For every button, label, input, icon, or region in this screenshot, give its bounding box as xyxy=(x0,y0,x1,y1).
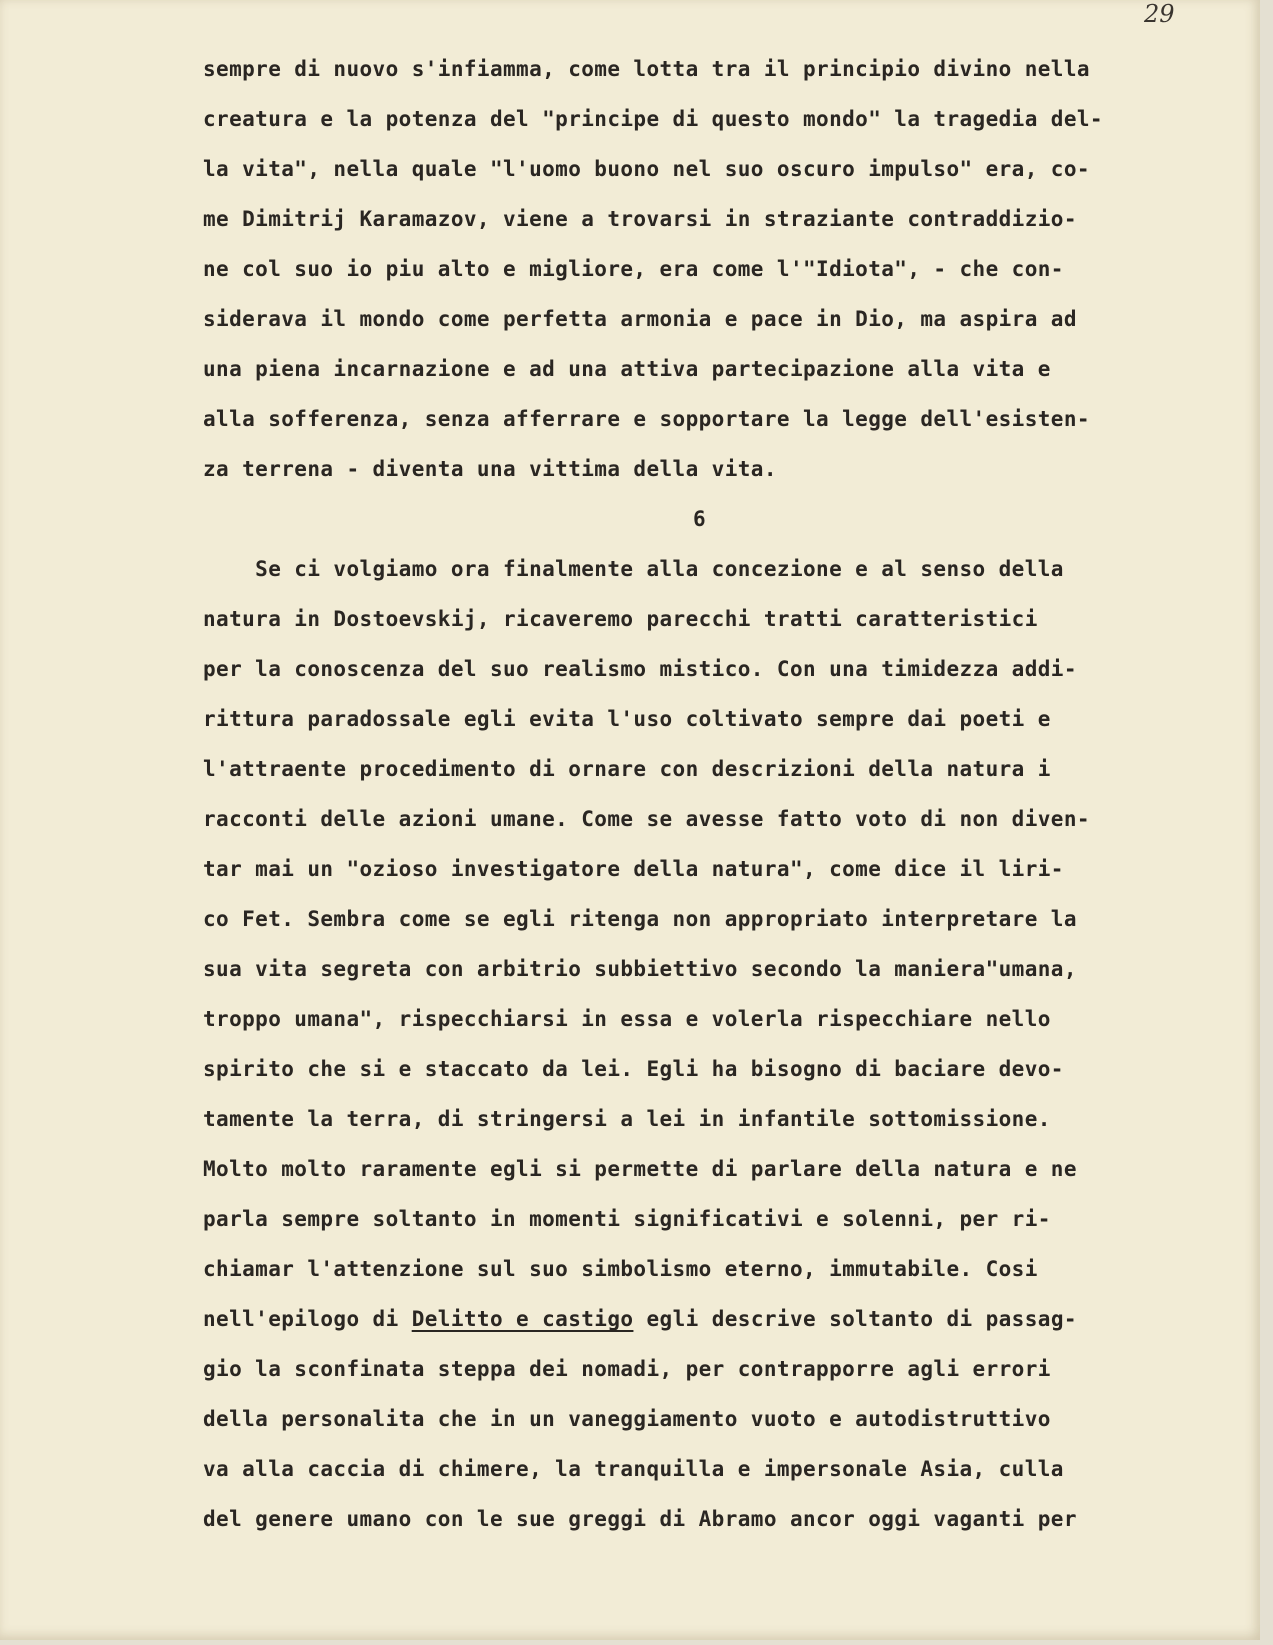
text-line: za terrena - diventa una vittima della vita. xyxy=(203,457,777,481)
paragraph-2 xyxy=(203,544,1223,1544)
text-line: me Dimitrij Karamazov, viene a trovarsi in straziante contraddizio- xyxy=(203,207,1077,231)
text-line: del genere umano con le sue greggi di Abramo ancor oggi vaganti per xyxy=(203,1507,1077,1531)
text-line: tar mai un "ozioso investigatore della natura", come dice il liri- xyxy=(203,857,1064,881)
text-line: Molto molto raramente egli si permette di parlare della natura e ne xyxy=(203,1157,1077,1181)
book-title-underlined: Delitto e castigo xyxy=(411,1307,634,1331)
text-line: creatura e la potenza del "principe di questo mondo" la tragedia del- xyxy=(203,107,1103,131)
text-line: la vita", nella quale "l'uomo buono nel suo oscuro impulso" era, co- xyxy=(203,157,1090,181)
text-line: natura in Dostoevskij, ricaveremo parecchi tratti caratteristici xyxy=(203,607,1038,631)
text-line: ne col suo io piu alto e migliore, era come l'"Idiota", - che con- xyxy=(203,257,1064,281)
text-line: Se ci volgiamo ora finalmente alla concezione e al senso della xyxy=(203,557,1064,581)
section-number: 6 xyxy=(693,507,707,531)
text-line: sempre di nuovo s'infiamma, come lotta tra il principio divino nella xyxy=(203,57,1090,81)
text-fragment: egli descrive soltanto di passag- xyxy=(633,1307,1077,1331)
text-line: tamente la terra, di stringersi a lei in infantile sottomissione. xyxy=(203,1107,1051,1131)
text-line: troppo umana", rispecchiarsi in essa e volerla rispecchiare nello xyxy=(203,1007,1051,1031)
text-line: alla sofferenza, senza afferrare e sopportare la legge dell'esisten- xyxy=(203,407,1090,431)
paragraph-1 xyxy=(203,44,1223,494)
text-line: l'attraente procedimento di ornare con descrizioni della natura i xyxy=(203,757,1051,781)
text-line: siderava il mondo come perfetta armonia e pace in Dio, ma aspira ad xyxy=(203,307,1077,331)
text-line: spirito che si e staccato da lei. Egli ha bisogno di baciare devo- xyxy=(203,1057,1064,1081)
text-line: chiamar l'attenzione sul suo simbolismo eterno, immutabile. Cosi xyxy=(203,1257,1038,1281)
text-line: parla sempre soltanto in momenti significativi e solenni, per ri- xyxy=(203,1207,1051,1231)
text-line: va alla caccia di chimere, la tranquilla e impersonale Asia, culla xyxy=(203,1457,1064,1481)
text-line: per la conoscenza del suo realismo mistico. Con una timidezza addi- xyxy=(203,657,1077,681)
page-number: 29 xyxy=(1144,0,1175,28)
text-line: sua vita segreta con arbitrio subbiettivo secondo la maniera"umana, xyxy=(203,957,1077,981)
text-line: co Fet. Sembra come se egli ritenga non appropriato interpretare la xyxy=(203,907,1077,931)
text-line: della personalita che in un vaneggiamento vuoto e autodistruttivo xyxy=(203,1407,1051,1431)
text-line: racconti delle azioni umane. Come se avesse fatto voto di non diven- xyxy=(203,807,1090,831)
text-line-with-title xyxy=(203,1294,1223,1344)
text-fragment: nell'epilogo di xyxy=(203,1307,412,1331)
page-text xyxy=(203,44,1223,1544)
text-line: rittura paradossale egli evita l'uso coltivato sempre dai poeti e xyxy=(203,707,1051,731)
text-line: una piena incarnazione e ad una attiva partecipazione alla vita e xyxy=(203,357,1051,381)
text-line: gio la sconfinata steppa dei nomadi, per contrapporre agli errori xyxy=(203,1357,1051,1381)
